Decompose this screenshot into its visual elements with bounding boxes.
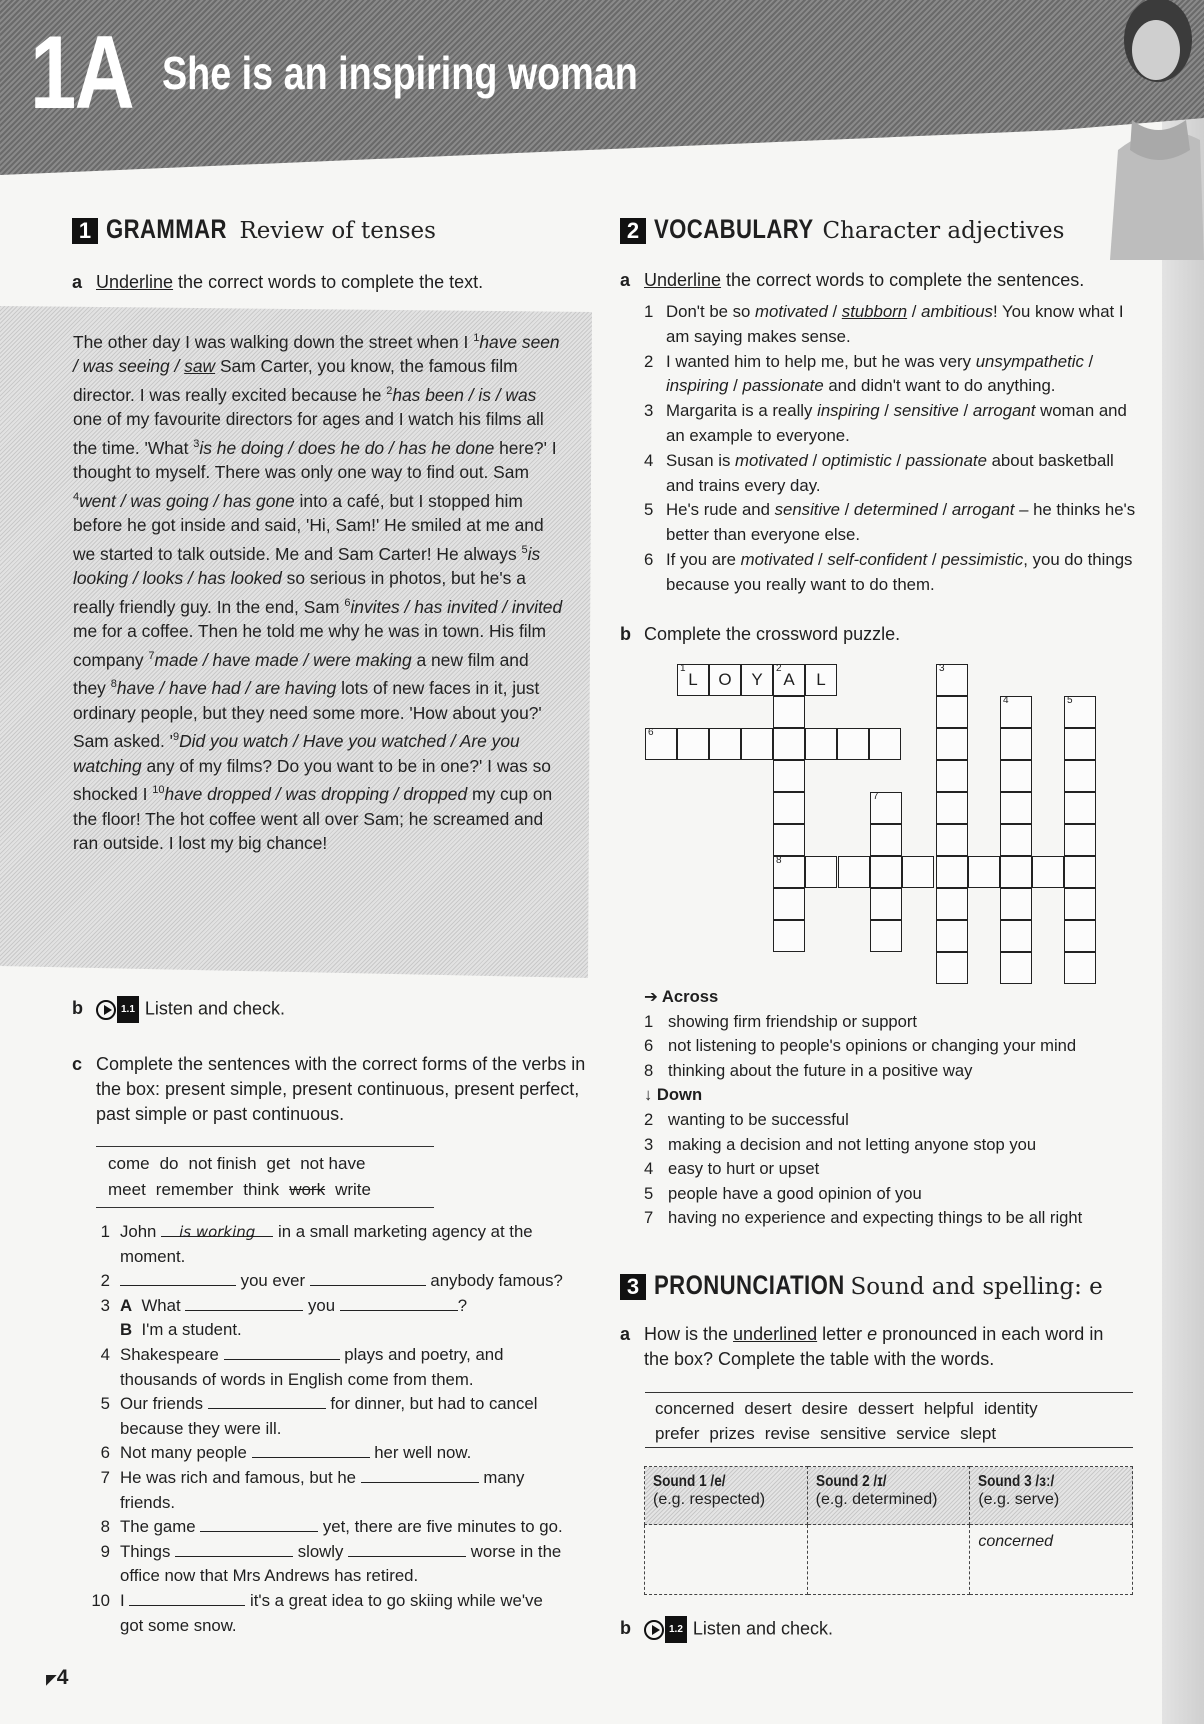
sentence-8: 8 The game yet, there are five minutes to go. xyxy=(100,1517,563,1537)
clue-down: 2 wanting to be successful xyxy=(644,1109,849,1129)
grammar-task-b: b 1.1 Listen and check. xyxy=(72,996,285,1023)
crossword-cell[interactable] xyxy=(1000,856,1032,888)
crossword-cell[interactable] xyxy=(1064,760,1096,792)
sound-3-header: Sound 3 /ɜː/ (e.g. serve) xyxy=(970,1467,1133,1525)
clue-across: 6 not listening to people's opinions or changing your mind xyxy=(644,1036,1077,1056)
crossword-cell[interactable] xyxy=(902,856,934,888)
vocab-item-2: 2 I wanted him to help me, but he was very unsympathetic / inspiring / passionate and didn't want to do anything. xyxy=(644,351,1094,396)
crossword-cell[interactable]: 2 A xyxy=(773,664,805,696)
crossword-cell[interactable] xyxy=(1064,728,1096,760)
vocab-item-3: 3 Margarita is a really inspiring / sensitive / arrogant woman and an example to everyone. xyxy=(644,401,1127,445)
crossword-cell[interactable]: 1 L xyxy=(677,664,709,696)
grammar-subtitle: Review of tenses xyxy=(239,218,436,244)
sentence-5: 5 Our friends for dinner, but had to cancel because they were ill. xyxy=(100,1394,538,1438)
crossword-cell[interactable] xyxy=(936,920,968,952)
audio-play-icon[interactable]: 1.1 xyxy=(96,996,139,1023)
grammar-label: GRAMMAR xyxy=(106,214,227,244)
sound-2-header: Sound 2 /ɪ/ (e.g. determined) xyxy=(807,1467,970,1525)
crossword-cell[interactable] xyxy=(1000,952,1032,984)
vocab-item-4: 4 Susan is motivated / optimistic / passionate about basketball and trains every day. xyxy=(644,450,1114,495)
sound-3-cell[interactable]: concerned xyxy=(970,1525,1133,1595)
across-heading: ➔ Across xyxy=(644,987,719,1006)
sentence-9: 9 Things slowly worse in the office now that Mrs Andrews has retired. xyxy=(100,1541,562,1586)
crossword-cell[interactable]: 3 xyxy=(936,664,968,696)
crossword-cell[interactable] xyxy=(869,728,901,760)
crossword-cell[interactable] xyxy=(870,856,902,888)
clue-down: 5 people have a good opinion of you xyxy=(644,1183,922,1203)
crossword-cell[interactable]: 4 xyxy=(1000,696,1032,728)
crossword-cell[interactable] xyxy=(1000,760,1032,792)
pronunciation-task-a: a How is the underlined letter e pronounced in each word in the box? Complete the table with the words. xyxy=(620,1324,1104,1369)
handwritten-answer: is working xyxy=(179,1223,256,1241)
sentence-7: 7 He was rich and famous, but he many friends. xyxy=(100,1467,525,1512)
grammar-task-c: c Complete the sentences with the correct forms of the verbs in the box: present simple, present continuous, present perfect, past simple or past continuous. xyxy=(72,1054,586,1124)
crossword-cell[interactable] xyxy=(870,920,902,952)
crossword-cell[interactable] xyxy=(741,728,773,760)
crossword-cell[interactable]: 8 xyxy=(773,856,805,888)
crossword-cell[interactable] xyxy=(936,696,968,728)
sentence-2: 2 you ever anybody famous? xyxy=(100,1271,563,1291)
crossword-cell[interactable] xyxy=(1064,952,1096,984)
vocabulary-label: VOCABULARY xyxy=(654,214,814,244)
grammar-sentences xyxy=(86,1220,592,1638)
crossword-cell[interactable] xyxy=(773,920,805,952)
crossword-cell[interactable] xyxy=(1064,856,1096,888)
lesson-number: 1A xyxy=(30,15,134,131)
crossword-cell[interactable] xyxy=(936,728,968,760)
pronunciation-label: PRONUNCIATION xyxy=(654,1270,845,1300)
page-number: ◤4 xyxy=(46,1666,69,1689)
sentence-6: 6 Not many people her well now. xyxy=(100,1443,472,1463)
crossword-cell[interactable] xyxy=(709,728,741,760)
crossword-cell[interactable] xyxy=(936,888,968,920)
crossword-cell[interactable] xyxy=(1064,792,1096,824)
crossword-cell[interactable] xyxy=(1064,920,1096,952)
crossword-cell[interactable]: Y xyxy=(741,664,773,696)
crossword-cell[interactable] xyxy=(870,888,902,920)
grammar-section-number: 1 xyxy=(72,218,98,244)
sentence-3: 3 A What you ? xyxy=(100,1295,468,1315)
crossword-cell[interactable] xyxy=(936,792,968,824)
crossword-clues xyxy=(644,985,1124,1231)
pronunciation-subtitle: Sound and spelling: e xyxy=(850,1274,1103,1300)
sound-2-cell[interactable] xyxy=(807,1525,970,1595)
crossword-cell[interactable]: 6 xyxy=(645,728,677,760)
crossword-cell[interactable] xyxy=(1000,728,1032,760)
verb-box: come do not finish get not have meet remember think work write xyxy=(96,1146,434,1208)
crossword-cell[interactable] xyxy=(936,824,968,856)
vocabulary-section-number: 2 xyxy=(620,218,646,244)
crossword-cell[interactable] xyxy=(837,728,869,760)
crossword-cell[interactable] xyxy=(773,824,805,856)
crossword-cell[interactable] xyxy=(1064,824,1096,856)
clue-down: 4 easy to hurt or upset xyxy=(644,1159,820,1179)
crossword-cell[interactable] xyxy=(773,728,805,760)
crossword-cell[interactable] xyxy=(805,856,837,888)
crossword-cell[interactable]: O xyxy=(709,664,741,696)
sentence-1: 1 John is working in a small marketing agency at the moment. xyxy=(100,1222,533,1266)
crossword-cell[interactable] xyxy=(1064,888,1096,920)
crossword-cell[interactable] xyxy=(936,760,968,792)
pronunciation-section-number: 3 xyxy=(620,1274,646,1300)
clue-down: 3 making a decision and not letting anyone stop you xyxy=(644,1134,1037,1154)
vocabulary-subtitle: Character adjectives xyxy=(822,218,1065,244)
clue-across: 1 showing firm friendship or support xyxy=(644,1011,918,1031)
audio-play-icon[interactable]: 1.2 xyxy=(644,1616,687,1643)
crossword-cell[interactable] xyxy=(936,952,968,984)
grammar-heading xyxy=(72,214,436,245)
crossword-cell[interactable]: 5 xyxy=(1064,696,1096,728)
crossword-cell[interactable]: L xyxy=(805,664,837,696)
crossword-cell[interactable] xyxy=(838,856,870,888)
woman-photo-icon xyxy=(1040,0,1204,260)
crossword-cell[interactable] xyxy=(805,728,837,760)
crossword-cell[interactable] xyxy=(1000,888,1032,920)
vocab-item-6: 6 If you are motivated / self-confident / pessimistic, you do things because you really want to do them. xyxy=(644,549,1133,594)
clue-down: 7 having no experience and expecting things to be all right xyxy=(644,1208,1083,1228)
crossword-cell[interactable] xyxy=(773,696,805,728)
crossword-cell[interactable] xyxy=(677,728,709,760)
crossword-cell[interactable] xyxy=(1000,920,1032,952)
crossword-cell[interactable] xyxy=(870,824,902,856)
sentence-10: 10 I it's a great idea to go skiing while we've got some snow. xyxy=(91,1590,543,1635)
crossword-cell[interactable] xyxy=(1032,856,1064,888)
pronunciation-heading xyxy=(620,1270,1103,1301)
pronunciation-task-b: b 1.2 Listen and check. xyxy=(620,1616,833,1643)
clue-across: 8 thinking about the future in a positive way xyxy=(644,1060,973,1080)
sentence-4: 4 Shakespeare plays and poetry, and thousands of words in English come from them. xyxy=(100,1344,504,1389)
crossword-cell[interactable] xyxy=(773,888,805,920)
sound-1-header: Sound 1 /e/ (e.g. respected) xyxy=(645,1467,808,1525)
vocab-item-1: 1 Don't be so motivated / stubborn / ambitious! You know what I am saying makes sense. xyxy=(644,302,1124,346)
corner-mark-icon: ◤ xyxy=(46,1671,57,1687)
crossword-cell[interactable] xyxy=(936,856,968,888)
vocabulary-sentences xyxy=(642,300,1142,598)
grammar-task-a: a Underline the correct words to complete the text. xyxy=(72,272,484,292)
vocabulary-task-b: b Complete the crossword puzzle. xyxy=(620,624,901,644)
vocabulary-task-a: a Underline the correct words to complete the sentences. xyxy=(620,270,1085,290)
crossword-cell[interactable]: 7 xyxy=(870,792,902,824)
down-heading: ↓ Down xyxy=(644,1085,703,1105)
sentence-3b: B I'm a student. xyxy=(120,1320,242,1340)
sound-table xyxy=(644,1466,1133,1595)
crossword-cell[interactable] xyxy=(968,856,1000,888)
vocab-item-5: 5 He's rude and sensitive / determined / arrogant – he thinks he's better than everyone else. xyxy=(644,500,1136,545)
sound-1-cell[interactable] xyxy=(645,1525,808,1595)
pronunciation-word-box: concerned desert desire dessert helpful identity prefer prizes revise sensitive service slept xyxy=(645,1392,1133,1448)
grammar-passage: The other day I was walking down the street when I $^1$have seen / was seeing / saw Sam Carter, you know, the famous film director. I was really excited because he $^2$has been / is / was one of my favourite directors for ages and I watch his films all the time. 'What $^3$is he doing / does he do / has he done here?' I thought to myself. There was only one way to find out. Sam $^4$went / was going / has gone into a café, but I stopped him before he got inside and said, 'Hi, Sam!' He smiled at me and we started to talk outside. Me and Sam Carter! He always $^5$is looking / looks / has looked so serious in photos, but he's a really friendly guy. In the end, Sam $^6$invites / has invited / invited me for a coffee. Then he told me why he was in town. His film company $^7$made / have made / were making a new film and they $^8$have / have had / are having lots of new faces in it, just ordinary people, but they need some more. 'How about you?' Sam asked. '$^9Did$ you watch / Have you watched / Are you watching any of my films? Do you want to be in one?' I was so shocked I $^{10}$have dropped / was dropping / dropped my cup on the floor! The hot coffee went all over Sam; he screamed and ran outside. I lost my big chance! xyxy=(73,331,563,854)
crossword-cell[interactable] xyxy=(773,760,805,792)
vocabulary-heading xyxy=(620,214,1064,245)
lesson-title: She is an inspiring woman xyxy=(162,47,638,99)
crossword-cell[interactable] xyxy=(1000,792,1032,824)
crossword-cell[interactable] xyxy=(773,792,805,824)
crossword-cell[interactable] xyxy=(1000,824,1032,856)
